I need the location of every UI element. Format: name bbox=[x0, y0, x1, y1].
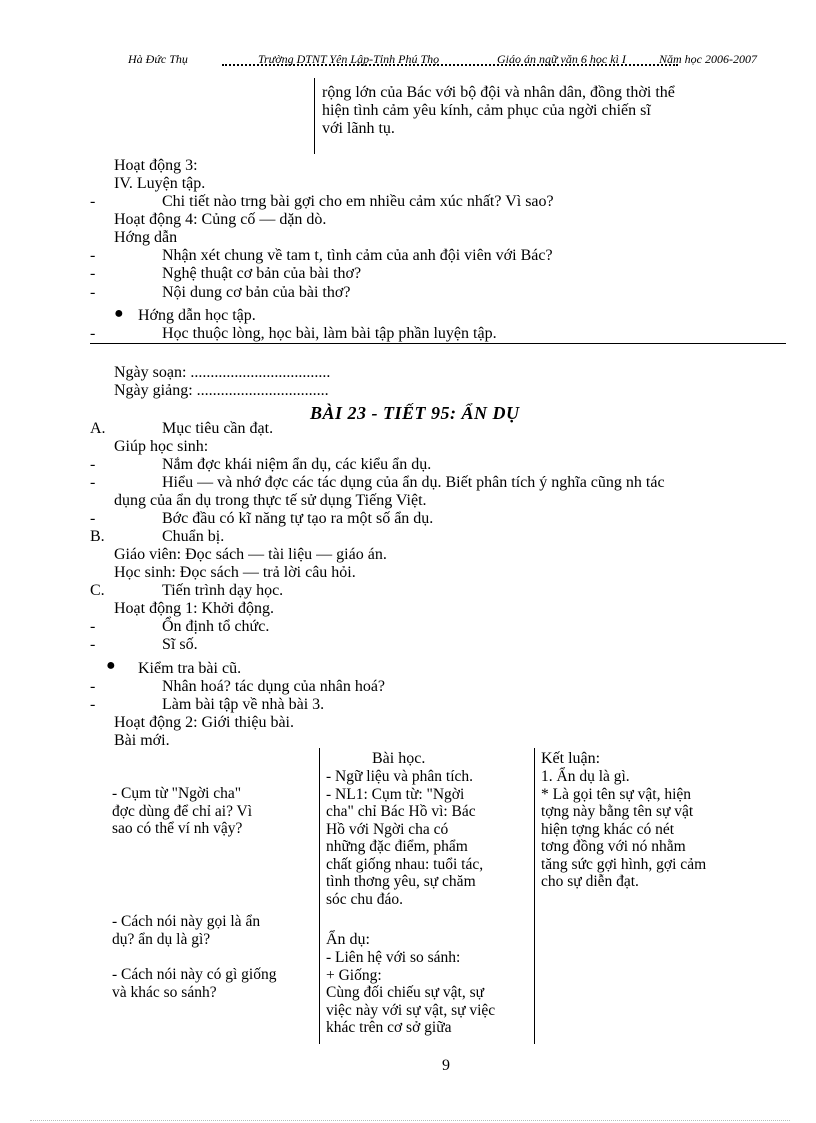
conclusion-content bbox=[541, 768, 743, 891]
dash-marker: - bbox=[90, 193, 96, 210]
table-column-divider bbox=[319, 748, 320, 1044]
bullet-icon: ● bbox=[106, 657, 116, 674]
top-box-left-border bbox=[314, 78, 315, 154]
header-divider bbox=[222, 64, 678, 72]
guide-question-2: Nghệ thuật cơ bản của bài thơ? bbox=[162, 265, 362, 282]
dash-marker: - bbox=[90, 510, 96, 527]
activity-2-heading: Hoạt động 2: Giới thiệu bài. bbox=[114, 714, 294, 731]
page-number: 9 bbox=[442, 1057, 450, 1074]
activity-1-heading: Hoạt động 1: Khởi động. bbox=[114, 600, 275, 617]
lesson-line: + Giống: bbox=[326, 966, 382, 984]
dash-marker: - bbox=[90, 618, 96, 635]
question-line: - Cách nói này có gì giống bbox=[112, 966, 277, 983]
objective-2-line-2: dụng của ẩn dụ trong thực tế sử dụng Tiếng Việt. bbox=[114, 492, 427, 509]
section-b-title: Chuẩn bị. bbox=[162, 528, 225, 545]
teacher-prep: Giáo viên: Đọc sách — tài liệu — giáo án. bbox=[114, 546, 387, 563]
review-heading: Kiểm tra bài cũ. bbox=[138, 660, 242, 677]
header-author: Hà Đức Thụ bbox=[128, 52, 188, 66]
objective-3: Bớc đầu có kĩ năng tự tạo ra một số ẩn dụ. bbox=[162, 510, 434, 527]
lesson-line: sóc chu đáo. bbox=[326, 890, 404, 908]
class-organization: Ổn định tổ chức. bbox=[162, 618, 270, 635]
top-box-line-2: hiện tình cảm yêu kính, cảm phục của ngời chiến sĩ bbox=[322, 102, 651, 119]
lesson-line: khác trên cơ sở giữa bbox=[326, 1019, 452, 1036]
question-line: sao có thể ví nh vậy? bbox=[112, 820, 243, 837]
guide-question-3: Nội dung cơ bản của bài thơ? bbox=[162, 284, 351, 301]
section-divider bbox=[90, 343, 786, 344]
lesson-line: những đặc điểm, phẩm bbox=[326, 838, 468, 855]
conclusion-line: tăng sức gợi hình, gợi cảm bbox=[541, 855, 707, 873]
lesson-line: - Ngữ liệu và phân tích. bbox=[326, 768, 474, 785]
teacher-question-2 bbox=[112, 913, 312, 948]
table-column-divider bbox=[534, 748, 535, 1044]
study-guide-item: Học thuộc lòng, học bài, làm bài tập phần luyện tập. bbox=[162, 325, 497, 342]
top-box-line-1: rộng lớn của Bác với bộ đội và nhân dân, đồng thời thể bbox=[322, 84, 675, 101]
top-box-line-3: với lãnh tụ. bbox=[322, 120, 395, 137]
activity-3-heading: Hoạt động 3: bbox=[114, 157, 198, 174]
student-prep: Học sinh: Đọc sách — trả lời câu hỏi. bbox=[114, 564, 356, 581]
review-question-2: Làm bài tập về nhà bài 3. bbox=[162, 696, 325, 713]
dash-marker: - bbox=[90, 474, 96, 491]
section-c-label: C. bbox=[90, 582, 105, 599]
section-b-label: B. bbox=[90, 528, 105, 545]
section-a-title: Mục tiêu cần đạt. bbox=[162, 420, 274, 437]
header-subject: Giáo án ngữ văn 6 học kì I bbox=[497, 52, 626, 66]
attendance: Sĩ số. bbox=[162, 636, 198, 653]
bullet-icon: ● bbox=[114, 305, 124, 322]
lesson-line: cha" chỉ Bác Hồ vì: Bác bbox=[326, 803, 476, 820]
conclusion-line: tơng đồng với nó nhằm bbox=[541, 838, 686, 855]
practice-question: Chi tiết nào trng bài gợi cho em nhiều cảm xúc nhất? Vì sao? bbox=[162, 193, 554, 210]
dash-marker: - bbox=[90, 247, 96, 264]
page-bottom-edge bbox=[30, 1120, 790, 1121]
lesson-line: - NL1: Cụm từ: "Ngời bbox=[326, 785, 465, 803]
activity-4-heading: Hoạt động 4: Củng cố — dặn dò. bbox=[114, 211, 327, 228]
lesson-line: chất giống nhau: tuổi tác, bbox=[326, 855, 484, 873]
question-line: đợc dùng để chỉ ai? Vì bbox=[112, 802, 253, 820]
dash-marker: - bbox=[90, 636, 96, 653]
objective-2-line-1: Hiểu — và nhớ đợc các tác dụng của ẩn dụ. Biết phân tích ý nghĩa cũng nh tác bbox=[162, 474, 665, 491]
conclusion-line: * Là gọi tên sự vật, hiện bbox=[541, 785, 692, 803]
lesson-line: - Liên hệ với so sánh: bbox=[326, 949, 461, 966]
conclusion-line: cho sự diễn đạt. bbox=[541, 873, 639, 890]
section-c-title: Tiến trình dạy học. bbox=[162, 582, 284, 599]
dash-marker: - bbox=[90, 265, 96, 282]
lesson-column-heading: Bài học. bbox=[372, 750, 426, 767]
new-lesson: Bài mới. bbox=[114, 732, 170, 749]
question-line: dụ? ẩn dụ là gì? bbox=[112, 930, 211, 948]
lesson-line: việc này với sự vật, sự việc bbox=[326, 1001, 496, 1019]
comparison-content bbox=[326, 949, 528, 1037]
objective-1: Nắm đợc khái niệm ẩn dụ, các kiểu ẩn dụ. bbox=[162, 456, 432, 473]
dash-marker: - bbox=[90, 678, 96, 695]
question-line: - Cụm từ "Ngời cha" bbox=[112, 785, 242, 802]
conclusion-line: tợng này bằng tên sự vật bbox=[541, 803, 694, 820]
review-question-1: Nhân hoá? tác dụng của nhân hoá? bbox=[162, 678, 386, 695]
guide-question-1: Nhận xét chung về tam t, tình cảm của anh đội viên với Bác? bbox=[162, 247, 553, 264]
conclusion-line: 1. Ẩn dụ là gì. bbox=[541, 768, 630, 785]
conclusion-line: hiện tợng khác có nét bbox=[541, 820, 675, 838]
question-line: và khác so sánh? bbox=[112, 983, 217, 1001]
help-students: Giúp học sinh: bbox=[114, 438, 209, 455]
practice-heading: IV. Luyện tập. bbox=[114, 175, 206, 192]
dash-marker: - bbox=[90, 696, 96, 713]
teaching-date: Ngày giảng: ................................. bbox=[114, 382, 329, 399]
preparation-date: Ngày soạn: ................................... bbox=[114, 364, 331, 381]
dash-marker: - bbox=[90, 284, 96, 301]
guide-heading: Hớng dẫn bbox=[114, 229, 178, 246]
teacher-question-3 bbox=[112, 966, 312, 1001]
dash-marker: - bbox=[90, 456, 96, 473]
lesson-line: tình thơng yêu, sự chăm bbox=[326, 873, 476, 890]
lesson-content bbox=[326, 768, 528, 908]
section-a-label: A. bbox=[90, 420, 106, 437]
study-guide-heading: Hớng dẫn học tập. bbox=[138, 307, 256, 324]
metaphor-heading: Ẩn dụ: bbox=[326, 931, 370, 948]
lesson-title: BÀI 23 - TIẾT 95: ẨN DỤ bbox=[310, 403, 520, 423]
conclusion-heading: Kết luận: bbox=[541, 750, 601, 767]
header-year: Năm học 2006-2007 bbox=[659, 52, 757, 66]
lesson-line: Hồ với Ngời cha có bbox=[326, 820, 449, 838]
teacher-question-1 bbox=[112, 785, 312, 838]
lesson-line: Cùng đối chiếu sự vật, sự bbox=[326, 984, 485, 1001]
dash-marker: - bbox=[90, 325, 96, 342]
question-line: - Cách nói này gọi là ẩn bbox=[112, 913, 261, 930]
header-school: Trường DTNT Yên Lập-Tỉnh Phú Thọ bbox=[258, 52, 440, 66]
